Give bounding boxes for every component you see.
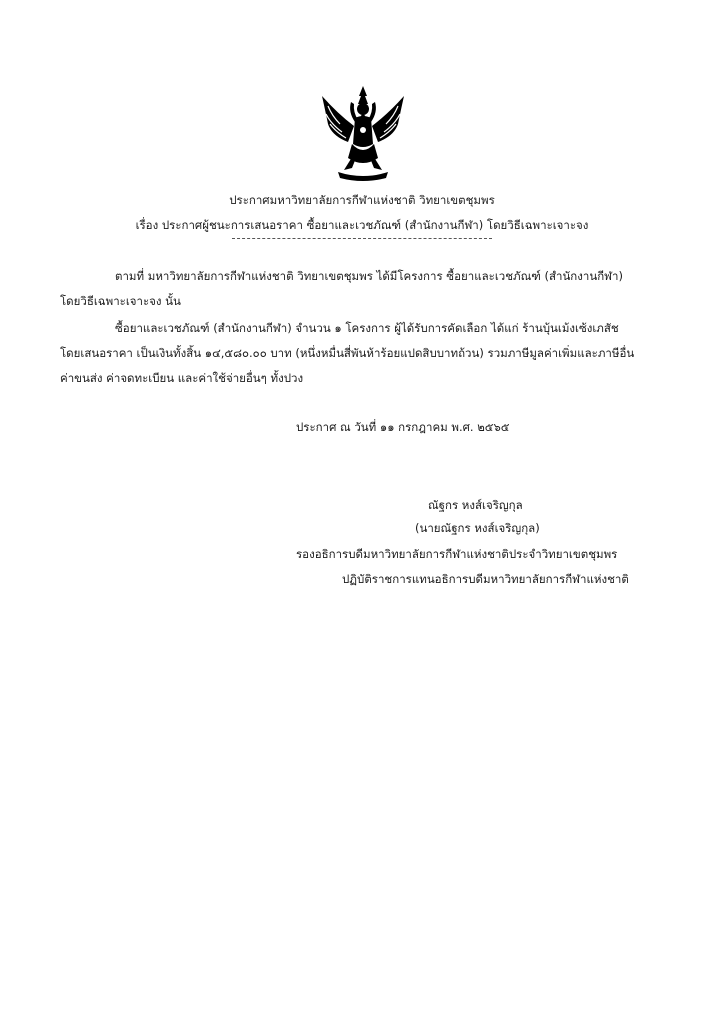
paragraph1-line2: โดยวิธีเฉพาะเจาะจง นั้น xyxy=(60,294,181,308)
document-subject: เรื่อง ประกาศผู้ชนะการเสนอราคา ซื้อยาและเวชภัณฑ์ (สำนักงานกีฬา) โดยวิธีเฉพาะเจาะจง xyxy=(135,218,589,232)
paragraph2-line1: ซื้อยาและเวชภัณฑ์ (สำนักงานกีฬา) จำนวน ๑ โครงการ ผู้ได้รับการคัดเลือก ได้แก่ ร้านบุ้นเม้งเซ้งเภสัช xyxy=(115,321,619,335)
paragraph2-line2: โดยเสนอราคา เป็นเงินทั้งสิ้น ๑๔,๕๘๐.๐๐ บาท (หนึ่งหมื่นสี่พันห้าร้อยแปดสิบบาทถ้วน) รวมภาษีมูลค่าเพิ่มและภาษีอื่น xyxy=(60,346,635,360)
garuda-emblem-icon xyxy=(318,84,408,184)
signer-position-1: รองอธิการบดีมหาวิทยาลัยการกีฬาแห่งชาติประจำวิทยาเขตชุมพร xyxy=(296,547,618,561)
signer-position-2: ปฏิบัติราชการแทนอธิการบดีมหาวิทยาลัยการกีฬาแห่งชาติ xyxy=(342,572,629,586)
paragraph1-line1: ตามที่ มหาวิทยาลัยการกีฬาแห่งชาติ วิทยาเขตชุมพร ได้มีโครงการ ซื้อยาและเวชภัณฑ์ (สำนักงานกีฬา) xyxy=(115,269,623,283)
signer-full-name: (นายณัฐกร หงส์เจริญกุล) xyxy=(415,521,540,535)
signer-name: ณัฐกร หงส์เจริญกุล xyxy=(428,498,523,512)
title-divider xyxy=(232,238,492,239)
announce-date: ประกาศ ณ วันที่ ๑๑ กรกฎาคม พ.ศ. ๒๕๖๕ xyxy=(296,420,510,434)
paragraph2-line3: ค่าขนส่ง ค่าจดทะเบียน และค่าใช้จ่ายอื่นๆ ทั้งปวง xyxy=(60,371,304,385)
document-heading: ประกาศมหาวิทยาลัยการกีฬาแห่งชาติ วิทยาเขตชุมพร xyxy=(229,193,495,207)
